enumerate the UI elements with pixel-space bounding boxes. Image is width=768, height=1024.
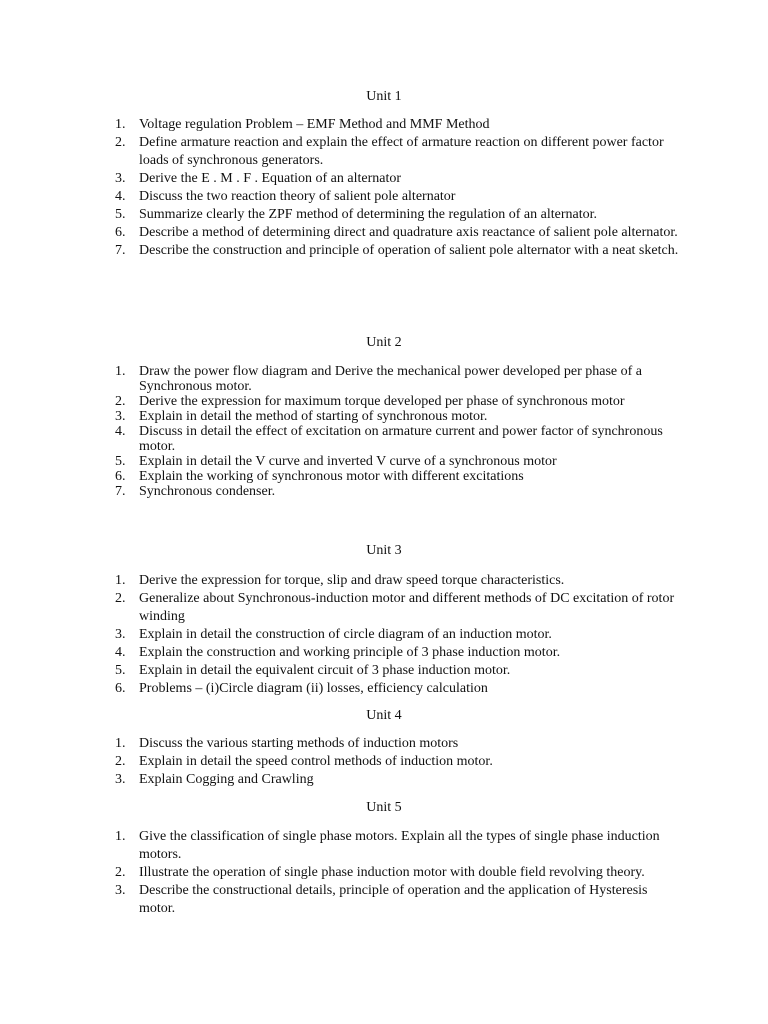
list-item: 5. Explain in detail the V curve and inverted V curve of a synchronous motor <box>115 454 557 469</box>
unit-4-question-list <box>0 735 768 789</box>
list-item: 1. Discuss the various starting methods of induction motors <box>115 736 459 751</box>
list-item: 1. Give the classification of single phase motors. Explain all the types of single phase induction motors. <box>115 829 660 862</box>
list-item: 7. Synchronous condenser. <box>115 484 276 499</box>
list-item: 3. Explain in detail the construction of circle diagram of an induction motor. <box>115 627 552 642</box>
list-item: 1. Draw the power flow diagram and Derive the mechanical power developed per phase of a Synchronous motor. <box>115 364 643 394</box>
unit-3-section <box>0 542 768 698</box>
unit-5-section <box>0 799 768 918</box>
unit-1-section <box>0 88 768 260</box>
list-item: 4. Discuss the two reaction theory of salient pole alternator <box>115 189 456 204</box>
list-item: 6. Describe a method of determining direct and quadrature axis reactance of salient pole alternator. <box>115 225 678 240</box>
unit-3-title: Unit 3 <box>366 543 402 558</box>
list-item: 1. Derive the expression for torque, slip and draw speed torque characteristics. <box>115 573 565 588</box>
list-item: 6. Problems – (i)Circle diagram (ii) losses, efficiency calculation <box>115 681 488 696</box>
list-item: 2. Derive the expression for maximum torque developed per phase of synchronous motor <box>115 394 625 409</box>
list-item: 2. Define armature reaction and explain the effect of armature reaction on different power factor loads of synchronous generators. <box>115 135 664 168</box>
unit-5-question-list <box>0 828 768 918</box>
unit-1-question-list <box>0 116 768 260</box>
list-item: 3. Explain Cogging and Crawling <box>115 772 314 787</box>
list-item: 2. Explain in detail the speed control methods of induction motor. <box>115 754 493 769</box>
unit-2-title: Unit 2 <box>366 335 402 350</box>
unit-4-title: Unit 4 <box>366 708 402 723</box>
unit-3-question-list <box>0 572 768 698</box>
list-item: 5. Summarize clearly the ZPF method of determining the regulation of an alternator. <box>115 207 597 222</box>
list-item: 6. Explain the working of synchronous motor with different excitations <box>115 469 524 484</box>
list-item: 4. Explain the construction and working principle of 3 phase induction motor. <box>115 645 561 660</box>
list-item: 3. Explain in detail the method of starting of synchronous motor. <box>115 409 488 424</box>
unit-4-section <box>0 707 768 789</box>
unit-2-question-list <box>0 364 768 499</box>
list-item: 3. Describe the constructional details, principle of operation and the application of Hysteresis motor. <box>115 883 648 916</box>
list-item: 4. Discuss in detail the effect of excitation on armature current and power factor of synchronous motor. <box>115 424 663 454</box>
unit-1-title: Unit 1 <box>366 89 402 104</box>
unit-5-title: Unit 5 <box>366 800 402 815</box>
list-item: 2. Illustrate the operation of single phase induction motor with double field revolving theory. <box>115 865 645 880</box>
unit-2-section <box>0 334 768 499</box>
list-item: 5. Explain in detail the equivalent circuit of 3 phase induction motor. <box>115 663 511 678</box>
list-item: 3. Derive the E . M . F . Equation of an alternator <box>115 171 402 186</box>
list-item: 1. Voltage regulation Problem – EMF Method and MMF Method <box>115 117 490 132</box>
list-item: 7. Describe the construction and principle of operation of salient pole alternator with a neat sketch. <box>115 243 679 258</box>
list-item: 2. Generalize about Synchronous-induction motor and different methods of DC excitation of rotor winding <box>115 591 675 624</box>
